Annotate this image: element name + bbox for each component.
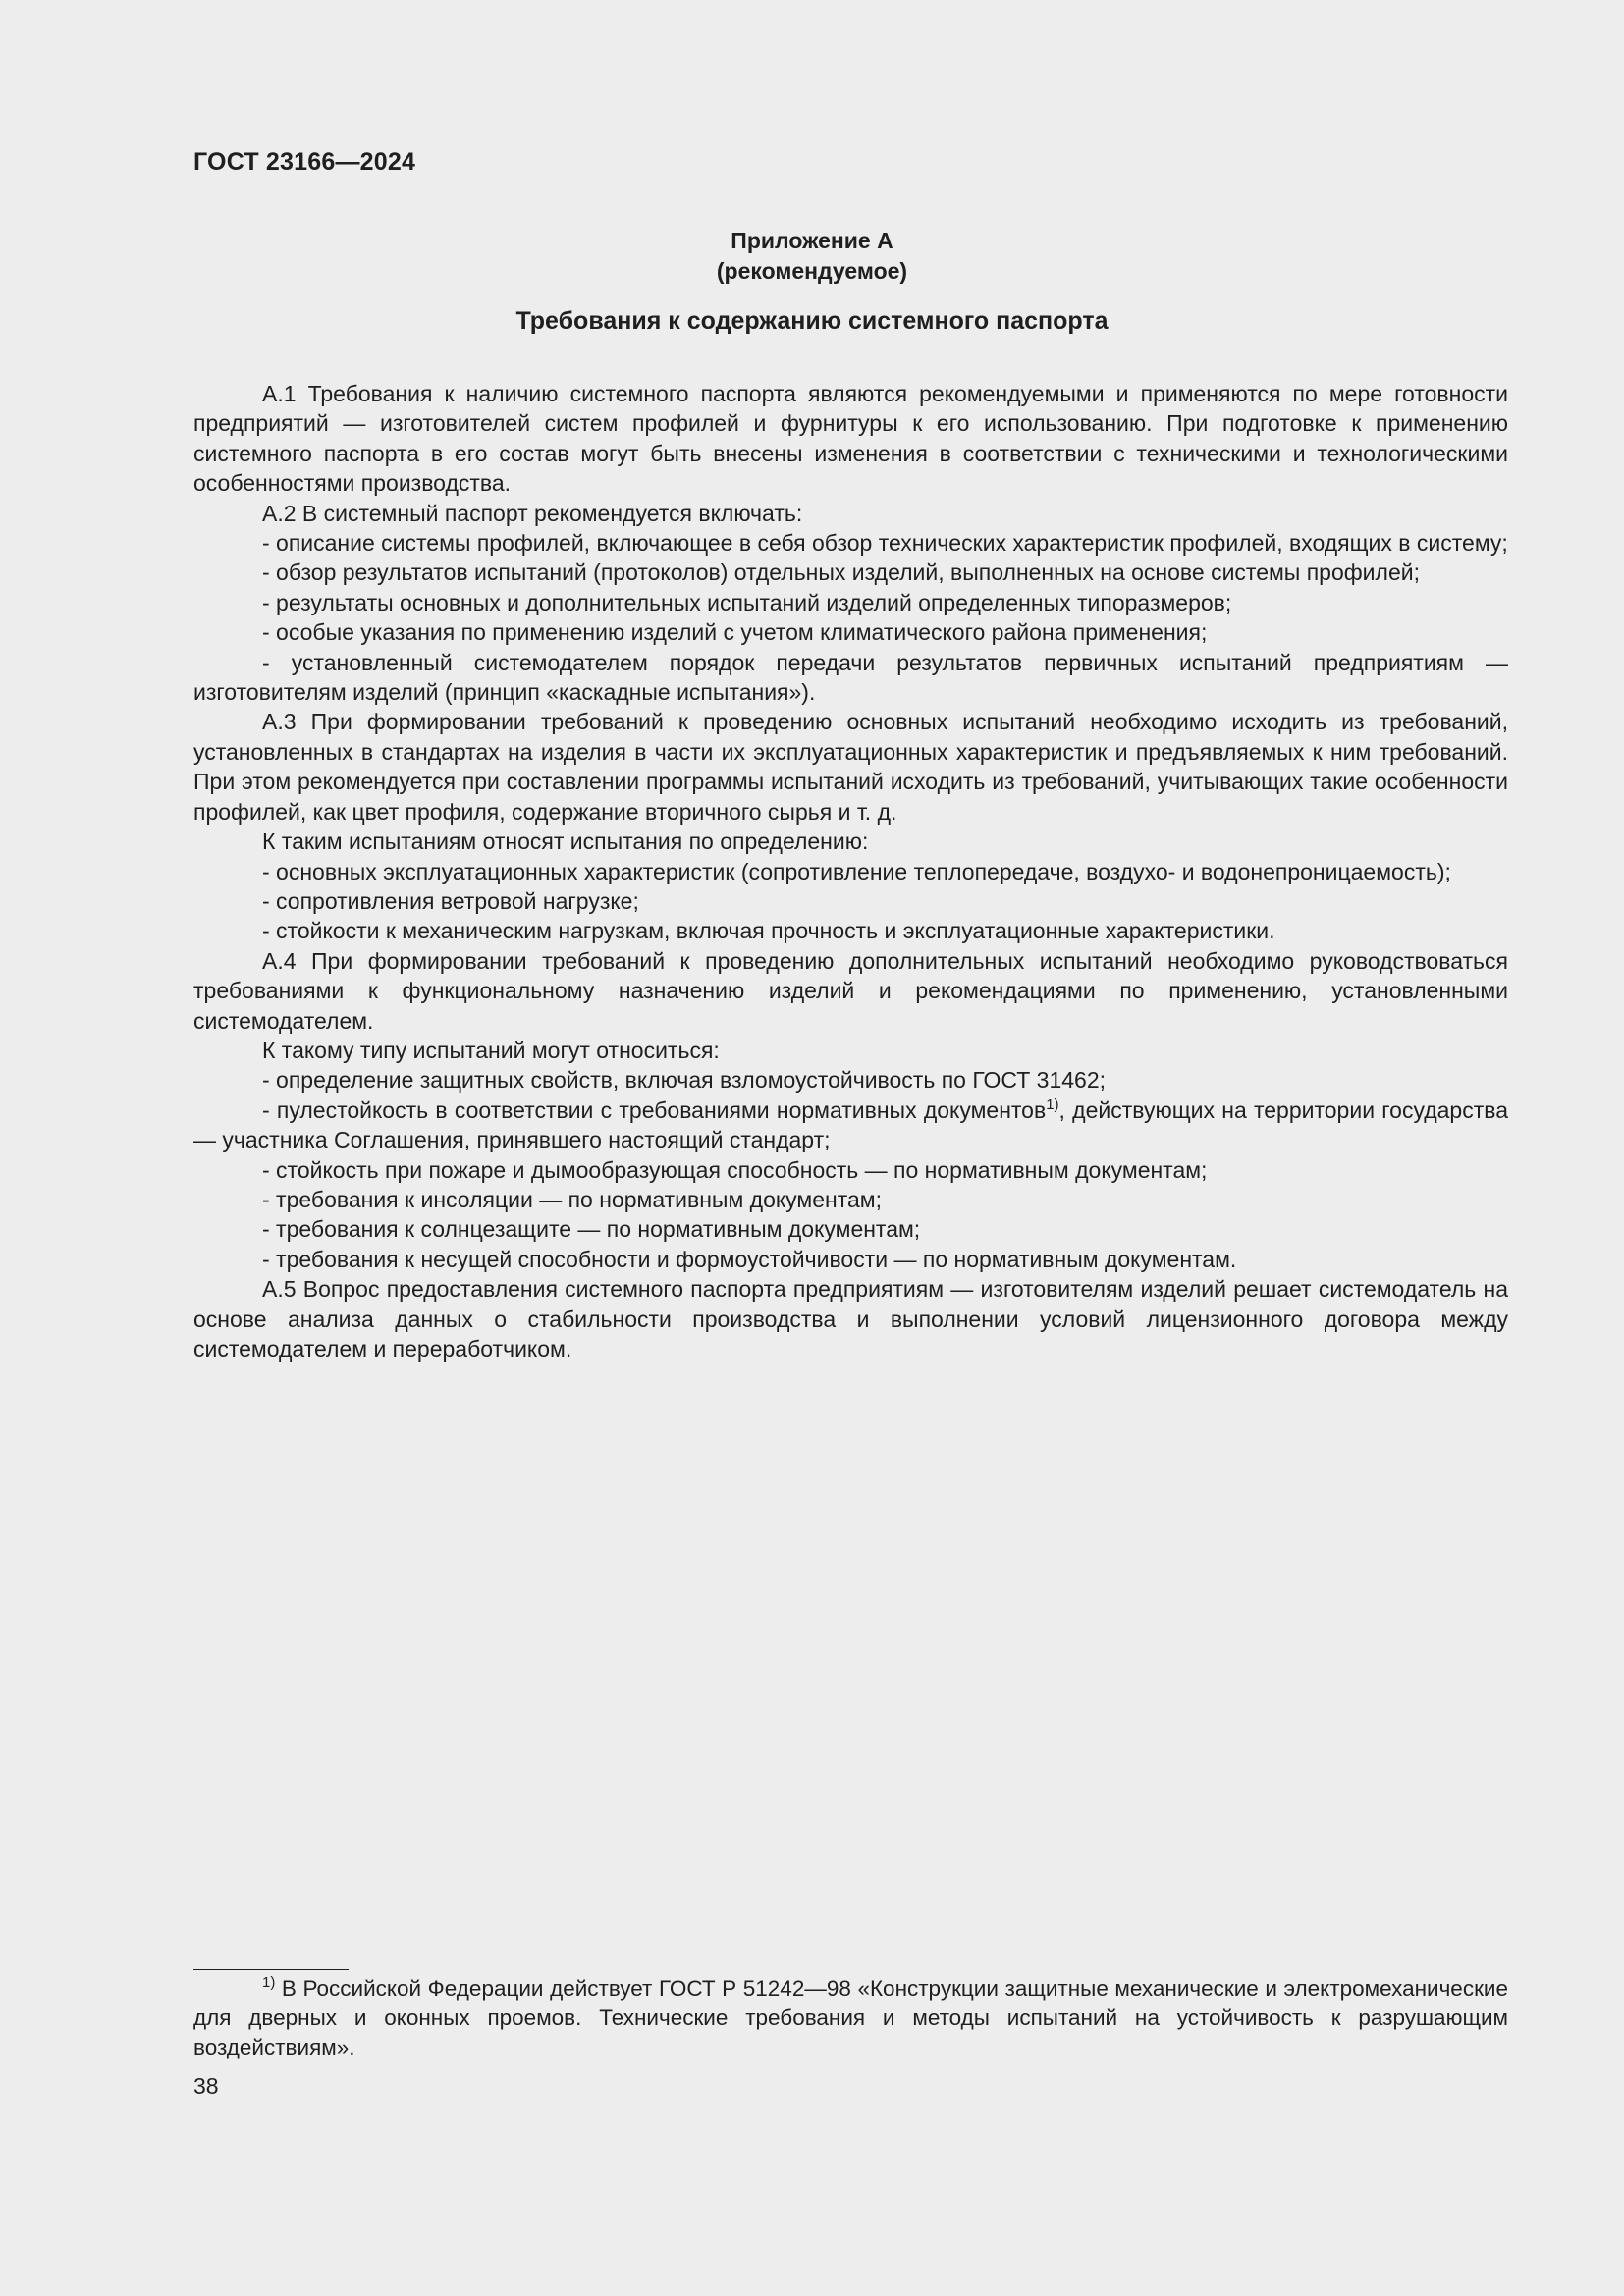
list-item: - стойкость при пожаре и дымообразующая способность — по нормативным документам;	[262, 1156, 1208, 1183]
annex-status: (рекомендуемое)	[716, 258, 908, 284]
footnote-text: В Российской Федерации действует ГОСТ Р 51242—98 «Конструкции защитные механические и электромеханические для дверных и оконных проемов. Технические требования и методы испытаний на устойчивость к разрушающим воздействиям».	[193, 1976, 1508, 2059]
footnote-mark: 1)	[262, 1974, 276, 1991]
paragraph: А.4 При формировании требований к проведению дополнительных испытаний необходимо руководствоваться требованиями к функциональному назначению изделий и рекомендациями по применению, установленными системодателем.	[193, 947, 1508, 1034]
list-item: - требования к несущей способности и формоустойчивости — по нормативным документам.	[262, 1246, 1237, 1272]
paragraph: К такому типу испытаний могут относиться:	[262, 1037, 720, 1063]
list-item: - результаты основных и дополнительных испытаний изделий определенных типоразмеров;	[262, 589, 1232, 615]
list-item-text: - пулестойкость в соответствии с требованиями нормативных документов	[262, 1096, 1047, 1123]
page-number: 38	[193, 2073, 219, 2099]
annex-label: Приложение А	[731, 228, 893, 253]
paragraph: К таким испытаниям относят испытания по определению:	[262, 828, 869, 855]
paragraph: А.1 Требования к наличию системного паспорта являются рекомендуемыми и применяются по мере готовности предприятий — изготовителей систем профилей и фурнитуры к его использованию. При подготовке к применению системного паспорта в его состав могут быть внесены изменения в соответствии с техническими и технологическими особенностями производства.	[193, 381, 1508, 497]
list-item: - обзор результатов испытаний (протоколов) отдельных изделий, выполненных на основе системы профилей;	[262, 560, 1420, 586]
footnote-divider	[193, 1969, 349, 1970]
document-code: ГОСТ 23166—2024	[193, 148, 416, 176]
annex-heading	[0, 226, 1624, 337]
list-item: - сопротивления ветровой нагрузке;	[262, 887, 639, 914]
list-item: - определение защитных свойств, включая взломоустойчивость по ГОСТ 31462;	[262, 1067, 1107, 1094]
paragraph: А.3 При формировании требований к проведению основных испытаний необходимо исходить из требований, установленных в стандартах на изделия в части их эксплуатационных характеристик и предъявляемых к ним требований. При этом рекомендуется при составлении программы испытаний исходить из требований, учитывающих такие особенности профилей, как цвет профиля, содержание вторичного сырья и т. д.	[193, 709, 1508, 825]
footnote	[193, 1974, 1508, 2062]
list-item: - стойкости к механическим нагрузкам, включая прочность и эксплуатационные характеристики.	[262, 918, 1275, 944]
list-item: - требования к инсоляции — по нормативным документам;	[262, 1186, 882, 1212]
list-item: - установленный системодателем порядок передачи результатов первичных испытаний предприятиям — изготовителям изделий (принцип «каскадные испытания»).	[193, 649, 1508, 706]
list-item-text: , действующих на территории государства — участника Соглашения, принявшего настоящий стандарт;	[193, 1096, 1508, 1153]
annex-title: Требования к содержанию системного паспорта	[515, 307, 1109, 335]
list-item: - основных эксплуатационных характеристик (сопротивление теплопередаче, воздухо- и водонепроницаемость);	[262, 858, 1451, 884]
list-item-with-footnote	[193, 1095, 1508, 1155]
annex-body	[193, 379, 1508, 1363]
paragraph: А.2 В системный паспорт рекомендуется включать:	[262, 500, 803, 526]
list-item: - требования к солнцезащите — по нормативным документам;	[262, 1216, 921, 1243]
paragraph: А.5 Вопрос предоставления системного паспорта предприятиям — изготовителям изделий решает системодатель на основе анализа данных о стабильности производства и выполнении условий лицензионного договора между системодателем и переработчиком.	[193, 1276, 1508, 1362]
footnote-reference[interactable]: 1)	[1046, 1095, 1059, 1113]
list-item: - особые указания по применению изделий с учетом климатического района применения;	[262, 619, 1208, 646]
list-item: - описание системы профилей, включающее в себя обзор технических характеристик профилей, входящих в систему;	[262, 530, 1508, 557]
